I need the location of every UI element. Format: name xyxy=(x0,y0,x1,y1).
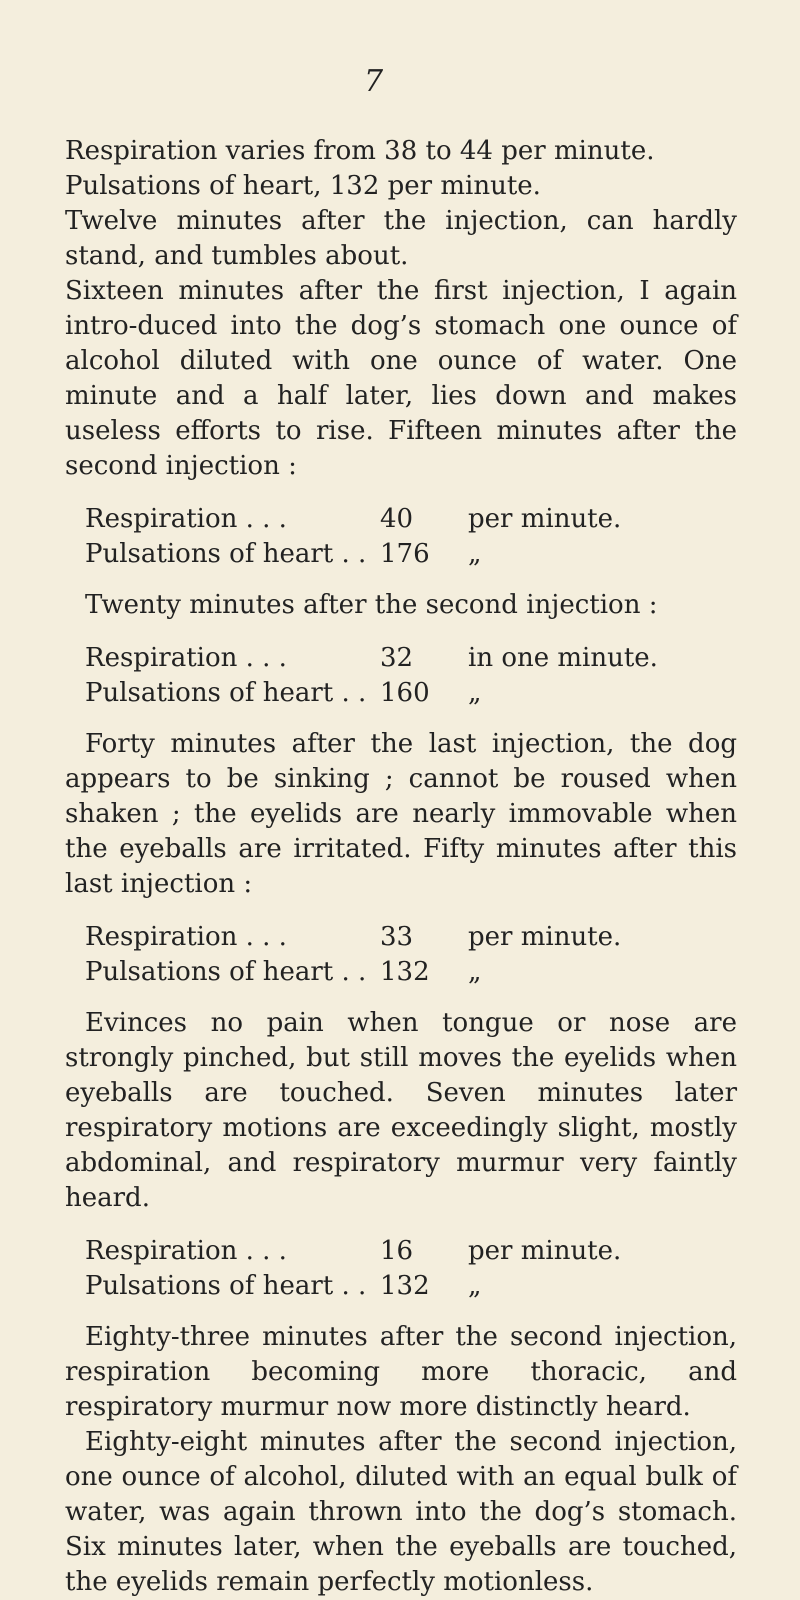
heart-value: 132 xyxy=(380,1271,430,1301)
respiration-row xyxy=(65,920,737,955)
heart-unit: „ xyxy=(468,957,482,987)
paragraph: Eighty-three minutes after the second injection, respiration becoming more thoracic, and respiratory murmur now more distinctly heard. xyxy=(65,1322,737,1422)
respiration-unit: per minute. xyxy=(468,504,622,534)
text-body xyxy=(65,134,737,1600)
heart-label: Pulsations of heart . . xyxy=(85,678,367,708)
paragraph: Pulsations of heart, 132 per minute. xyxy=(65,171,541,201)
heart-unit: „ xyxy=(468,1271,482,1301)
paragraph: Twelve minutes after the injection, can hardly stand, and tumbles about. xyxy=(65,206,737,271)
heart-unit: „ xyxy=(468,539,482,569)
heart-unit: „ xyxy=(468,678,482,708)
heart-row xyxy=(65,955,737,990)
respiration-value: 33 xyxy=(380,922,414,952)
heart-row xyxy=(65,1269,737,1304)
respiration-label: Respiration . . . xyxy=(85,643,287,673)
heart-label: Pulsations of heart . . xyxy=(85,1271,367,1301)
respiration-value: 32 xyxy=(380,643,414,673)
heart-label: Pulsations of heart . . xyxy=(85,957,367,987)
respiration-value: 16 xyxy=(380,1236,414,1266)
page-number: 7 xyxy=(364,64,384,99)
respiration-row xyxy=(65,641,737,676)
paragraph: Respiration varies from 38 to 44 per minute. xyxy=(65,136,655,166)
paragraph: Forty minutes after the last injection, the dog appears to be sinking ; cannot be roused when shaken ; the eyelids are nearly immovable when the eyeballs are irritated. Fifty minutes after this last injection : xyxy=(65,729,737,899)
heart-row xyxy=(65,676,737,711)
paragraph: Evinces no pain when tongue or nose are strongly pinched, but still moves the eyelids when eyeballs are touched. Seven minutes later respiratory motions are exceedingly slight, mostly abdominal, and respiratory murmur very faintly heard. xyxy=(65,1008,737,1213)
respiration-unit: in one minute. xyxy=(468,643,658,673)
observation-table xyxy=(65,920,737,990)
observation-table xyxy=(65,641,737,711)
heart-value: 160 xyxy=(380,678,430,708)
paragraph: Sixteen minutes after the first injection, I again intro-duced into the dog’s stomach one ounce of alcohol diluted with one ounce of water. One minute and a half later, lies down and makes useless efforts to rise. Fifteen minutes after the second injection : xyxy=(65,276,737,481)
respiration-label: Respiration . . . xyxy=(85,1236,287,1266)
paragraph: Twenty minutes after the second injection : xyxy=(85,590,658,620)
observation-table xyxy=(65,502,737,572)
heart-label: Pulsations of heart . . xyxy=(85,539,367,569)
respiration-label: Respiration . . . xyxy=(85,504,287,534)
heart-row xyxy=(65,537,737,572)
respiration-unit: per minute. xyxy=(468,1236,622,1266)
respiration-row xyxy=(65,1234,737,1269)
heart-value: 132 xyxy=(380,957,430,987)
respiration-value: 40 xyxy=(380,504,414,534)
respiration-unit: per minute. xyxy=(468,922,622,952)
respiration-row xyxy=(65,502,737,537)
heart-value: 176 xyxy=(380,539,430,569)
observation-table xyxy=(65,1234,737,1304)
respiration-label: Respiration . . . xyxy=(85,922,287,952)
paragraph: Eighty-eight minutes after the second injection, one ounce of alcohol, diluted with an equal bulk of water, was again thrown into the dog’s stomach. Six minutes later, when the eyeballs are touched, the eyelids remain perfectly motionless. xyxy=(65,1427,737,1597)
